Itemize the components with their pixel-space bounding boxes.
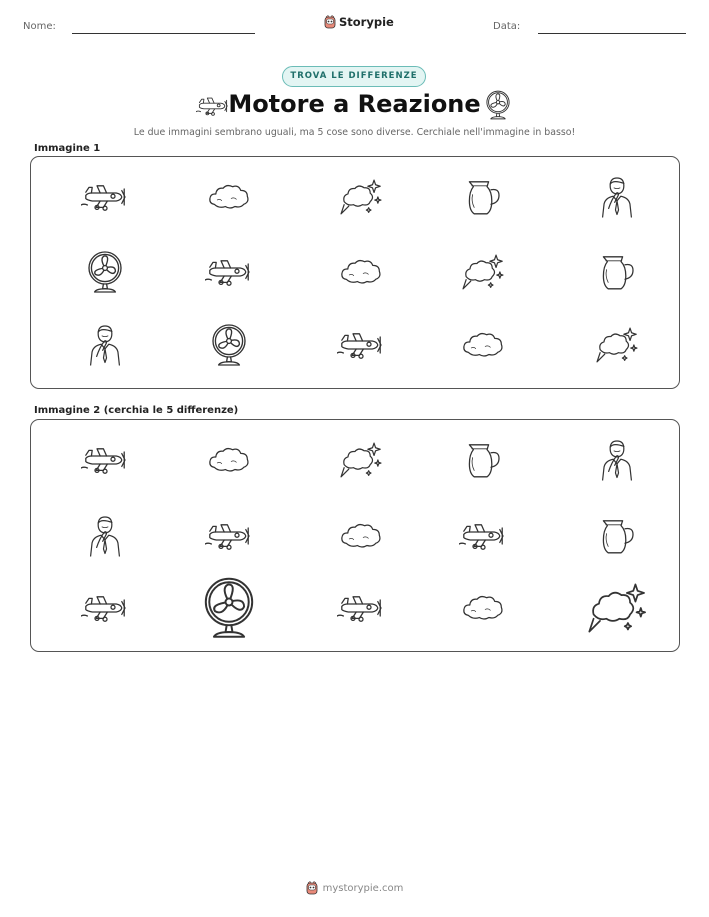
image1-airplane-icon bbox=[81, 181, 129, 213]
instructions: Le due immagini sembrano uguali, ma 5 cose sono diverse. Cerchiale nell'immagine in basso! bbox=[133, 127, 576, 138]
image1-jug-icon bbox=[463, 176, 503, 218]
image1-jug-icon bbox=[597, 251, 637, 293]
image1-exhaust-puff-icon bbox=[594, 325, 640, 365]
footer-site[interactable]: mystorypie.com bbox=[322, 882, 404, 894]
image1-exhaust-puff-icon bbox=[338, 177, 384, 217]
image1-cloud-icon bbox=[461, 330, 505, 360]
image2-airplane-icon[interactable] bbox=[459, 520, 507, 552]
date-label: Data: bbox=[493, 21, 521, 32]
activity-badge: TROVA LE DIFFERENZE bbox=[282, 66, 426, 87]
image1-cloud-icon bbox=[207, 182, 251, 212]
brand-name: Storypie bbox=[339, 15, 394, 29]
image1-label: Immagine 1 bbox=[34, 143, 101, 154]
image2-airplane-icon[interactable] bbox=[81, 444, 129, 476]
storypie-logo bbox=[324, 15, 394, 29]
title-fan-icon bbox=[484, 90, 512, 120]
footer bbox=[0, 881, 709, 895]
image2-businessman-icon[interactable] bbox=[86, 512, 124, 560]
image1-airplane-icon bbox=[337, 329, 385, 361]
image2-airplane-icon[interactable] bbox=[337, 592, 385, 624]
image1-businessman-icon bbox=[598, 173, 636, 221]
image2-cloud-icon[interactable] bbox=[207, 445, 251, 475]
image1-fan-icon bbox=[209, 321, 249, 369]
name-label: Nome: bbox=[23, 21, 56, 32]
image1-exhaust-puff-icon bbox=[460, 252, 506, 292]
storypie-mascot-icon bbox=[324, 15, 336, 29]
date-line[interactable] bbox=[538, 33, 686, 34]
image1-airplane-icon bbox=[205, 256, 253, 288]
image2-airplane-icon[interactable] bbox=[81, 592, 129, 624]
image1-cloud-icon bbox=[339, 257, 383, 287]
image2-airplane-icon[interactable] bbox=[205, 520, 253, 552]
page-title: Motore a Reazione bbox=[228, 90, 481, 118]
image2-exhaust-puff-icon[interactable] bbox=[338, 440, 384, 480]
image2-businessman-icon[interactable] bbox=[598, 436, 636, 484]
image2-exhaust-puff-icon[interactable] bbox=[585, 580, 649, 636]
image2-jug-icon[interactable] bbox=[463, 439, 503, 481]
image1-fan-icon bbox=[85, 248, 125, 296]
footer-mascot-icon bbox=[306, 881, 318, 895]
image2-fan-icon[interactable] bbox=[200, 573, 258, 643]
image2-cloud-icon[interactable] bbox=[339, 521, 383, 551]
image2-jug-icon[interactable] bbox=[597, 515, 637, 557]
image2-cloud-icon[interactable] bbox=[461, 593, 505, 623]
name-line[interactable] bbox=[72, 33, 255, 34]
image1-businessman-icon bbox=[86, 321, 124, 369]
image2-label: Immagine 2 (cerchia le 5 differenze) bbox=[34, 405, 239, 416]
